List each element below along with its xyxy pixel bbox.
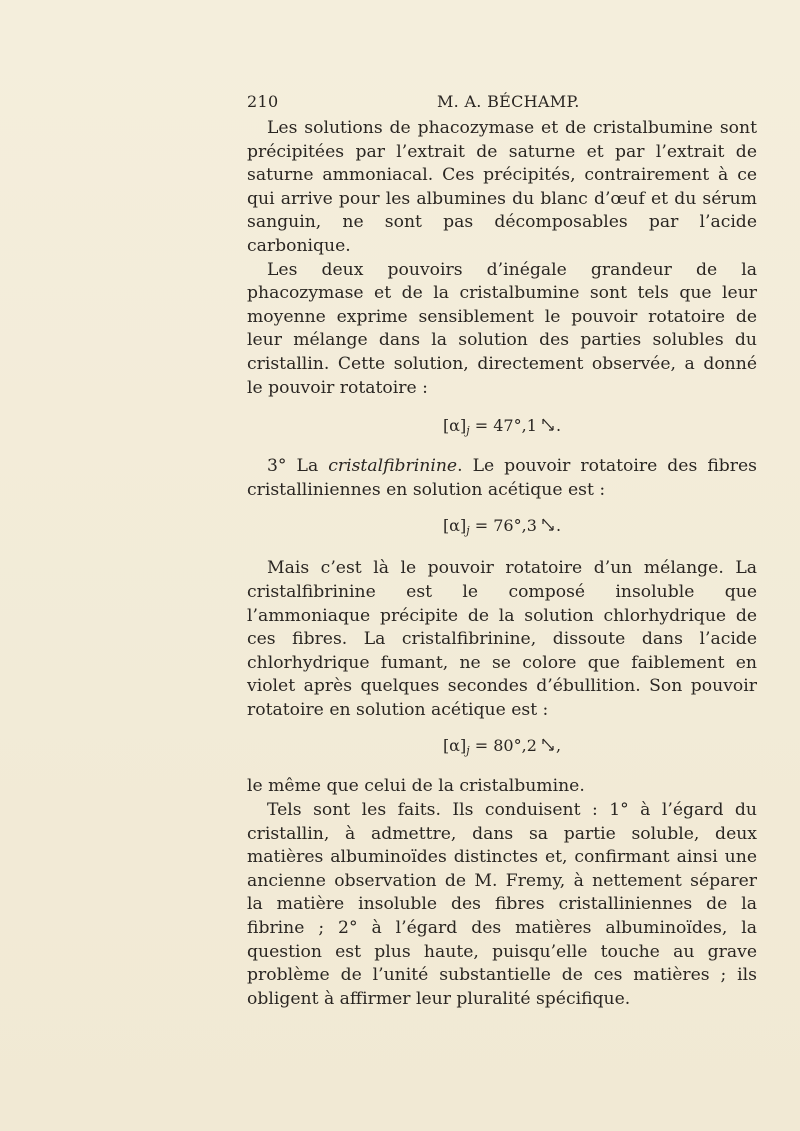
formula-lhs: [α] bbox=[442, 516, 467, 536]
formula-rhs: = 80°,2 bbox=[474, 736, 537, 756]
section-term: cristalfibrinine bbox=[328, 456, 458, 477]
page-number: 210 bbox=[247, 92, 279, 111]
running-head: M. A. BÉCHAMP. bbox=[437, 92, 580, 111]
formula-subscript: j bbox=[466, 524, 470, 538]
paragraph-rotatory-powers: Les deux pouvoirs d’inégale grandeur de la phacozymase et de la cristalbumine sont tels que leur moyenne exprime sensiblement le pouvoir rotatoire de leur mélange dans la solution des parties solubles du cristallin. Cette solution, directement observée, a donné le pouvoir rotatoire : bbox=[247, 259, 757, 398]
levorotation-icon bbox=[542, 418, 556, 434]
formula-rhs: = 47°,1 bbox=[474, 416, 537, 436]
formula-end: . bbox=[555, 416, 562, 436]
formula-end: , bbox=[555, 736, 562, 756]
section-text: . Le pouvoir rotatoire des fibres cristalliniennes en solution acétique est : bbox=[247, 456, 757, 500]
section-number: 3° La bbox=[267, 456, 329, 477]
page-header bbox=[247, 92, 757, 116]
formula-cristalfibrinine bbox=[247, 734, 757, 763]
formula-fibres bbox=[247, 514, 757, 543]
levorotation-icon bbox=[542, 518, 556, 534]
formula-end: . bbox=[555, 516, 562, 536]
paragraph-same: le même que celui de la cristalbumine. bbox=[247, 776, 585, 797]
paragraph-precipitation: Les solutions de phacozymase et de cristalbumine sont précipitées par l’extrait de saturne et par l’extrait de saturne ammoniacal. Ces précipités, contrairement à ce qui arrive pour les albumines du blanc d’œuf et du sérum sanguin, ne sont pas décomposables par l’acide carbonique. bbox=[247, 118, 757, 256]
formula-lhs: [α] bbox=[442, 736, 467, 756]
paragraph-conclusion: Tels sont les faits. Ils conduisent : 1° à l’égard du cristallin, à admettre, dans sa partie soluble, deux matières albuminoïdes distinctes et, confirmant ainsi une ancienne observation de M. Fremy, à nettement séparer la matière insoluble des fibres cristalliniennes de la fibrine ; 2° à l’égard des matières albuminoïdes, la question est plus haute, puisqu’elle touche au grave problème de l’unité substantielle de ces matières ; ils obligent à affirmer leur pluralité spécifique. bbox=[247, 800, 757, 1009]
formula-soluble-parts bbox=[247, 414, 757, 443]
formula-subscript: j bbox=[466, 424, 470, 438]
body-text bbox=[247, 117, 757, 1011]
formula-rhs: = 76°,3 bbox=[474, 516, 537, 536]
formula-subscript: j bbox=[466, 744, 470, 758]
paragraph-cristalfibrinine bbox=[247, 455, 757, 502]
paragraph-mixture: Mais c’est là le pouvoir rotatoire d’un mélange. La cristalfibrinine est le composé insoluble que l’ammoniaque précipite de la solution chlorhydrique de ces fibres. La cristalfibrinine, dissoute dans l’acide chlorhydrique fumant, ne se colore que faiblement en violet après quelques secondes d’ébullition. Son pouvoir rotatoire en solution acétique est : bbox=[247, 558, 757, 720]
levorotation-icon bbox=[542, 738, 556, 754]
formula-lhs: [α] bbox=[442, 416, 467, 436]
